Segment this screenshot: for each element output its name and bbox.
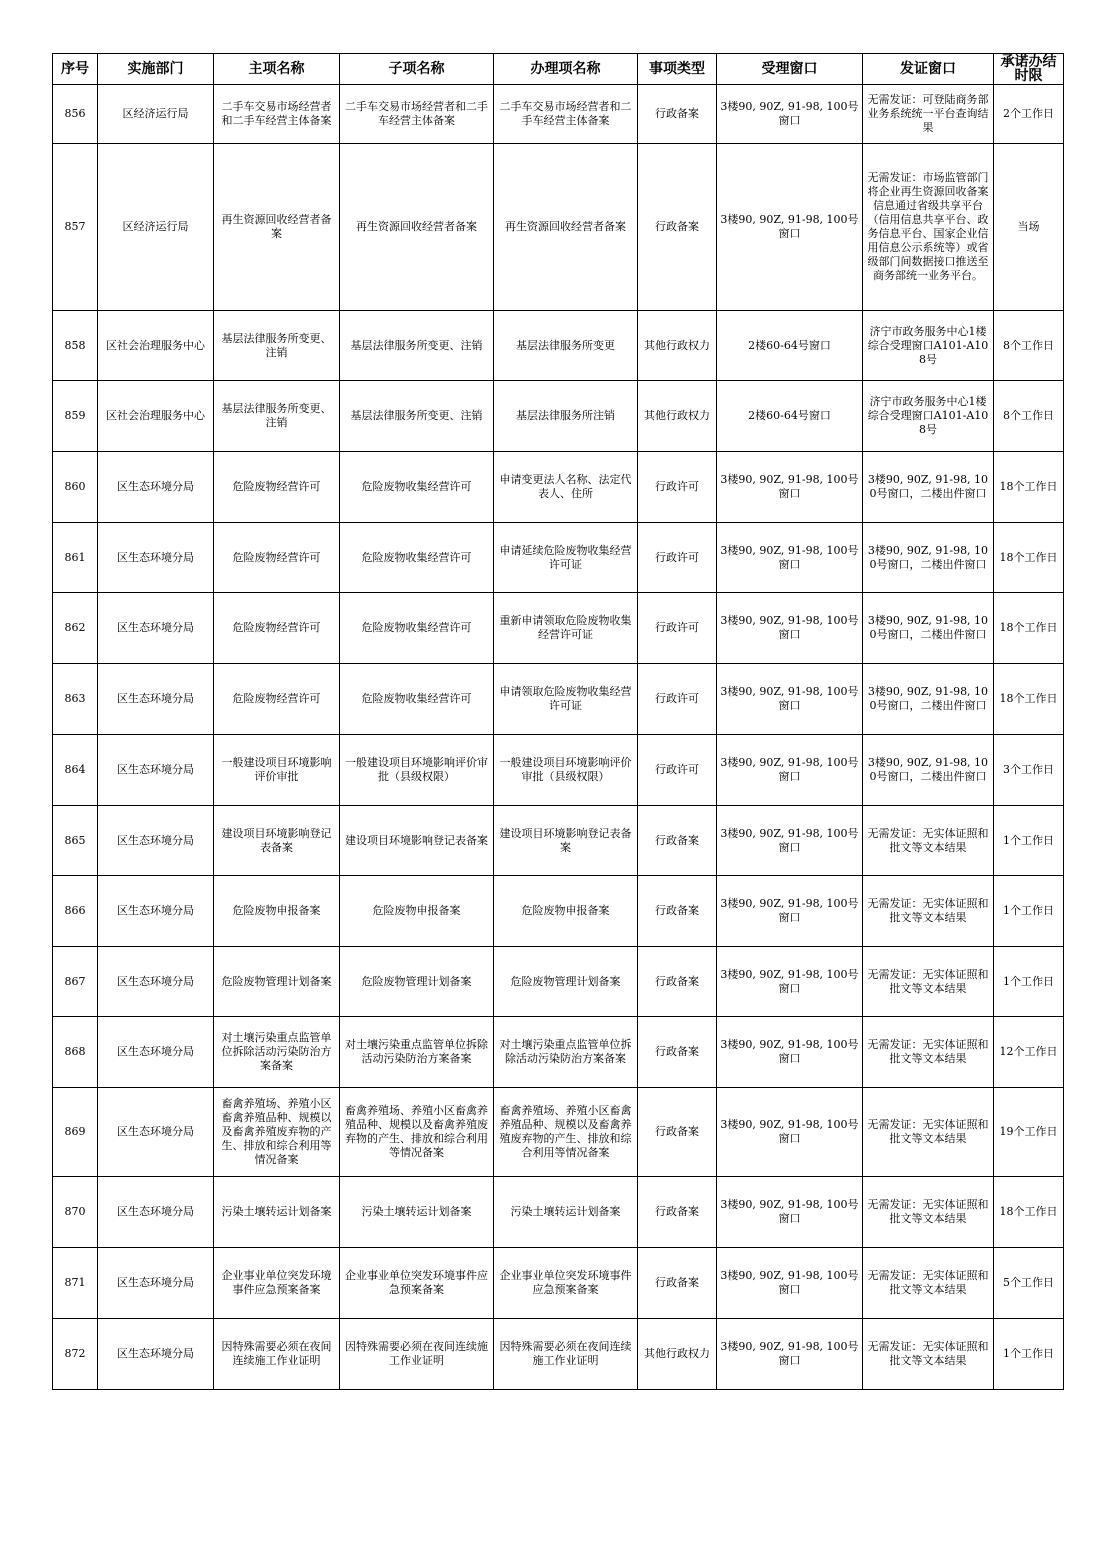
cell-main-item: 一般建设项目环境影响评价审批: [214, 735, 340, 806]
table-row: [53, 593, 1064, 664]
cell-time-limit: 12个工作日: [994, 1017, 1064, 1088]
header-issue: 发证窗口: [863, 54, 994, 85]
cell-dept: 区生态环境分局: [98, 806, 214, 876]
cell-handling-item: 申请变更法人名称、法定代表人、住所: [494, 452, 638, 523]
header-sub: 子项名称: [340, 54, 494, 85]
cell-main-item: 因特殊需要必须在夜间连续施工作业证明: [214, 1319, 340, 1390]
cell-dept: 区社会治理服务中心: [98, 311, 214, 381]
cell-dept: 区生态环境分局: [98, 1017, 214, 1088]
cell-main-item: 二手车交易市场经营者和二手车经营主体备案: [214, 85, 340, 144]
cell-dept: 区生态环境分局: [98, 1319, 214, 1390]
table-row: [53, 664, 1064, 735]
cell-dept: 区生态环境分局: [98, 876, 214, 947]
table-row: [53, 947, 1064, 1017]
cell-issue-window: 3楼90, 90Z, 91-98, 100号窗口，二楼出件窗口: [863, 452, 994, 523]
cell-item-type: 行政备案: [638, 947, 717, 1017]
cell-accept-window: 3楼90, 90Z, 91-98, 100号窗口: [717, 1248, 863, 1319]
cell-time-limit: 18个工作日: [994, 523, 1064, 593]
cell-no: 863: [53, 664, 98, 735]
cell-issue-window: 3楼90, 90Z, 91-98, 100号窗口，二楼出件窗口: [863, 593, 994, 664]
cell-accept-window: 3楼90, 90Z, 91-98, 100号窗口: [717, 523, 863, 593]
cell-no: 858: [53, 311, 98, 381]
cell-sub-item: 对土壤污染重点监管单位拆除活动污染防治方案备案: [340, 1017, 494, 1088]
cell-no: 860: [53, 452, 98, 523]
table-row: [53, 876, 1064, 947]
cell-item-type: 行政备案: [638, 85, 717, 144]
cell-item-type: 行政备案: [638, 1088, 717, 1177]
cell-item-type: 行政许可: [638, 593, 717, 664]
cell-accept-window: 3楼90, 90Z, 91-98, 100号窗口: [717, 876, 863, 947]
cell-item-type: 行政备案: [638, 876, 717, 947]
cell-main-item: 建设项目环境影响登记表备案: [214, 806, 340, 876]
cell-time-limit: 2个工作日: [994, 85, 1064, 144]
table-row: [53, 806, 1064, 876]
cell-main-item: 对土壤污染重点监管单位拆除活动污染防治方案备案: [214, 1017, 340, 1088]
cell-no: 862: [53, 593, 98, 664]
cell-accept-window: 3楼90, 90Z, 91-98, 100号窗口: [717, 85, 863, 144]
cell-sub-item: 危险废物收集经营许可: [340, 523, 494, 593]
cell-sub-item: 基层法律服务所变更、注销: [340, 311, 494, 381]
cell-accept-window: 3楼90, 90Z, 91-98, 100号窗口: [717, 947, 863, 1017]
table-row: [53, 311, 1064, 381]
cell-handling-item: 畜禽养殖场、养殖小区畜禽养殖品种、规模以及畜禽养殖废弃物的产生、排放和综合利用等情况备案: [494, 1088, 638, 1177]
cell-issue-window: 3楼90, 90Z, 91-98, 100号窗口，二楼出件窗口: [863, 664, 994, 735]
cell-handling-item: 企业事业单位突发环境事件应急预案备案: [494, 1248, 638, 1319]
cell-dept: 区生态环境分局: [98, 947, 214, 1017]
cell-accept-window: 3楼90, 90Z, 91-98, 100号窗口: [717, 144, 863, 311]
cell-handling-item: 一般建设项目环境影响评价审批（县级权限）: [494, 735, 638, 806]
table-row: [53, 1319, 1064, 1390]
cell-accept-window: 3楼90, 90Z, 91-98, 100号窗口: [717, 735, 863, 806]
table-row: [53, 1088, 1064, 1177]
cell-accept-window: 2楼60-64号窗口: [717, 381, 863, 452]
cell-main-item: 危险废物经营许可: [214, 593, 340, 664]
cell-handling-item: 重新申请领取危险废物收集经营许可证: [494, 593, 638, 664]
table-row: [53, 1248, 1064, 1319]
cell-dept: 区生态环境分局: [98, 593, 214, 664]
cell-accept-window: 3楼90, 90Z, 91-98, 100号窗口: [717, 1017, 863, 1088]
cell-dept: 区生态环境分局: [98, 452, 214, 523]
cell-dept: 区生态环境分局: [98, 664, 214, 735]
table-row: [53, 1017, 1064, 1088]
cell-main-item: 污染土壤转运计划备案: [214, 1177, 340, 1248]
cell-main-item: 再生资源回收经营者备案: [214, 144, 340, 311]
cell-time-limit: 1个工作日: [994, 806, 1064, 876]
table-row: [53, 85, 1064, 144]
cell-issue-window: 济宁市政务服务中心1楼综合受理窗口A101-A108号: [863, 311, 994, 381]
cell-sub-item: 危险废物申报备案: [340, 876, 494, 947]
cell-item-type: 其他行政权力: [638, 311, 717, 381]
cell-main-item: 危险废物经营许可: [214, 664, 340, 735]
cell-main-item: 畜禽养殖场、养殖小区畜禽养殖品种、规模以及畜禽养殖废弃物的产生、排放和综合利用等情况备案: [214, 1088, 340, 1177]
cell-dept: 区社会治理服务中心: [98, 381, 214, 452]
cell-item-type: 其他行政权力: [638, 1319, 717, 1390]
cell-issue-window: 无需发证：无实体证照和批文等文本结果: [863, 1017, 994, 1088]
cell-sub-item: 企业事业单位突发环境事件应急预案备案: [340, 1248, 494, 1319]
cell-issue-window: 无需发证：无实体证照和批文等文本结果: [863, 1088, 994, 1177]
cell-dept: 区生态环境分局: [98, 1088, 214, 1177]
cell-no: 864: [53, 735, 98, 806]
cell-sub-item: 因特殊需要必须在夜间连续施工作业证明: [340, 1319, 494, 1390]
header-accept: 受理窗口: [717, 54, 863, 85]
cell-issue-window: 无需发证：无实体证照和批文等文本结果: [863, 806, 994, 876]
cell-no: 866: [53, 876, 98, 947]
cell-handling-item: 对土壤污染重点监管单位拆除活动污染防治方案备案: [494, 1017, 638, 1088]
cell-issue-window: 无需发证：无实体证照和批文等文本结果: [863, 876, 994, 947]
table-row: [53, 523, 1064, 593]
cell-issue-window: 无需发证：无实体证照和批文等文本结果: [863, 1248, 994, 1319]
cell-item-type: 行政许可: [638, 452, 717, 523]
cell-handling-item: 申请领取危险废物收集经营许可证: [494, 664, 638, 735]
cell-no: 867: [53, 947, 98, 1017]
cell-main-item: 危险废物经营许可: [214, 523, 340, 593]
table-row: [53, 381, 1064, 452]
cell-handling-item: 再生资源回收经营者备案: [494, 144, 638, 311]
cell-main-item: 危险废物申报备案: [214, 876, 340, 947]
cell-issue-window: 无需发证：无实体证照和批文等文本结果: [863, 1177, 994, 1248]
cell-sub-item: 一般建设项目环境影响评价审批（县级权限）: [340, 735, 494, 806]
cell-time-limit: 8个工作日: [994, 381, 1064, 452]
cell-accept-window: 3楼90, 90Z, 91-98, 100号窗口: [717, 664, 863, 735]
cell-handling-item: 基层法律服务所注销: [494, 381, 638, 452]
cell-issue-window: 济宁市政务服务中心1楼综合受理窗口A101-A108号: [863, 381, 994, 452]
cell-time-limit: 1个工作日: [994, 876, 1064, 947]
table-row: [53, 735, 1064, 806]
cell-dept: 区生态环境分局: [98, 1248, 214, 1319]
cell-item-type: 行政备案: [638, 1017, 717, 1088]
header-item: 办理项名称: [494, 54, 638, 85]
cell-sub-item: 危险废物收集经营许可: [340, 452, 494, 523]
cell-dept: 区生态环境分局: [98, 735, 214, 806]
cell-item-type: 行政备案: [638, 1248, 717, 1319]
cell-time-limit: 1个工作日: [994, 1319, 1064, 1390]
cell-issue-window: 无需发证：无实体证照和批文等文本结果: [863, 1319, 994, 1390]
cell-accept-window: 3楼90, 90Z, 91-98, 100号窗口: [717, 593, 863, 664]
cell-handling-item: 危险废物申报备案: [494, 876, 638, 947]
header-no: 序号: [53, 54, 98, 85]
cell-time-limit: 当场: [994, 144, 1064, 311]
cell-main-item: 企业事业单位突发环境事件应急预案备案: [214, 1248, 340, 1319]
cell-no: 868: [53, 1017, 98, 1088]
cell-no: 871: [53, 1248, 98, 1319]
header-main: 主项名称: [214, 54, 340, 85]
cell-dept: 区生态环境分局: [98, 523, 214, 593]
header-dept: 实施部门: [98, 54, 214, 85]
service-items-table: [52, 53, 1064, 1390]
cell-dept: 区生态环境分局: [98, 1177, 214, 1248]
cell-no: 859: [53, 381, 98, 452]
header-limit: 承诺办结时限: [994, 54, 1064, 85]
cell-main-item: 危险废物经营许可: [214, 452, 340, 523]
cell-dept: 区经济运行局: [98, 144, 214, 311]
cell-item-type: 行政许可: [638, 523, 717, 593]
cell-sub-item: 危险废物收集经营许可: [340, 664, 494, 735]
cell-handling-item: 因特殊需要必须在夜间连续施工作业证明: [494, 1319, 638, 1390]
table-row: [53, 452, 1064, 523]
cell-issue-window: 无需发证：可登陆商务部业务系统统一平台查询结果: [863, 85, 994, 144]
cell-main-item: 危险废物管理计划备案: [214, 947, 340, 1017]
cell-time-limit: 8个工作日: [994, 311, 1064, 381]
cell-issue-window: 3楼90, 90Z, 91-98, 100号窗口，二楼出件窗口: [863, 523, 994, 593]
cell-no: 856: [53, 85, 98, 144]
cell-handling-item: 危险废物管理计划备案: [494, 947, 638, 1017]
cell-issue-window: 无需发证：无实体证照和批文等文本结果: [863, 947, 994, 1017]
cell-time-limit: 18个工作日: [994, 452, 1064, 523]
cell-sub-item: 二手车交易市场经营者和二手车经营主体备案: [340, 85, 494, 144]
cell-accept-window: 3楼90, 90Z, 91-98, 100号窗口: [717, 806, 863, 876]
cell-time-limit: 18个工作日: [994, 593, 1064, 664]
cell-no: 865: [53, 806, 98, 876]
cell-time-limit: 18个工作日: [994, 1177, 1064, 1248]
cell-sub-item: 危险废物管理计划备案: [340, 947, 494, 1017]
cell-sub-item: 基层法律服务所变更、注销: [340, 381, 494, 452]
header-type: 事项类型: [638, 54, 717, 85]
cell-handling-item: 基层法律服务所变更: [494, 311, 638, 381]
cell-time-limit: 5个工作日: [994, 1248, 1064, 1319]
cell-dept: 区经济运行局: [98, 85, 214, 144]
cell-handling-item: 污染土壤转运计划备案: [494, 1177, 638, 1248]
cell-time-limit: 3个工作日: [994, 735, 1064, 806]
cell-handling-item: 建设项目环境影响登记表备案: [494, 806, 638, 876]
cell-issue-window: 3楼90, 90Z, 91-98, 100号窗口，二楼出件窗口: [863, 735, 994, 806]
cell-handling-item: 二手车交易市场经营者和二手车经营主体备案: [494, 85, 638, 144]
cell-item-type: 行政备案: [638, 1177, 717, 1248]
cell-no: 857: [53, 144, 98, 311]
cell-item-type: 行政许可: [638, 735, 717, 806]
cell-main-item: 基层法律服务所变更、注销: [214, 381, 340, 452]
cell-accept-window: 3楼90, 90Z, 91-98, 100号窗口: [717, 1319, 863, 1390]
cell-item-type: 其他行政权力: [638, 381, 717, 452]
cell-accept-window: 3楼90, 90Z, 91-98, 100号窗口: [717, 452, 863, 523]
cell-time-limit: 18个工作日: [994, 664, 1064, 735]
table-row: [53, 144, 1064, 311]
cell-time-limit: 1个工作日: [994, 947, 1064, 1017]
cell-sub-item: 危险废物收集经营许可: [340, 593, 494, 664]
cell-accept-window: 2楼60-64号窗口: [717, 311, 863, 381]
cell-sub-item: 畜禽养殖场、养殖小区畜禽养殖品种、规模以及畜禽养殖废弃物的产生、排放和综合利用等情况备案: [340, 1088, 494, 1177]
cell-accept-window: 3楼90, 90Z, 91-98, 100号窗口: [717, 1177, 863, 1248]
cell-sub-item: 污染土壤转运计划备案: [340, 1177, 494, 1248]
cell-no: 861: [53, 523, 98, 593]
cell-sub-item: 再生资源回收经营者备案: [340, 144, 494, 311]
cell-no: 872: [53, 1319, 98, 1390]
cell-item-type: 行政备案: [638, 806, 717, 876]
cell-no: 870: [53, 1177, 98, 1248]
cell-issue-window: 无需发证：市场监管部门将企业再生资源回收备案信息通过省级共享平台（信用信息共享平台、政务信息平台、国家企业信用信息公示系统等）或省级部门间数据接口推送至商务部统一业务平台。: [863, 144, 994, 311]
header-row: [53, 54, 1064, 85]
cell-handling-item: 申请延续危险废物收集经营许可证: [494, 523, 638, 593]
cell-time-limit: 19个工作日: [994, 1088, 1064, 1177]
cell-accept-window: 3楼90, 90Z, 91-98, 100号窗口: [717, 1088, 863, 1177]
cell-item-type: 行政许可: [638, 664, 717, 735]
table-row: [53, 1177, 1064, 1248]
cell-sub-item: 建设项目环境影响登记表备案: [340, 806, 494, 876]
cell-no: 869: [53, 1088, 98, 1177]
cell-main-item: 基层法律服务所变更、注销: [214, 311, 340, 381]
cell-item-type: 行政备案: [638, 144, 717, 311]
